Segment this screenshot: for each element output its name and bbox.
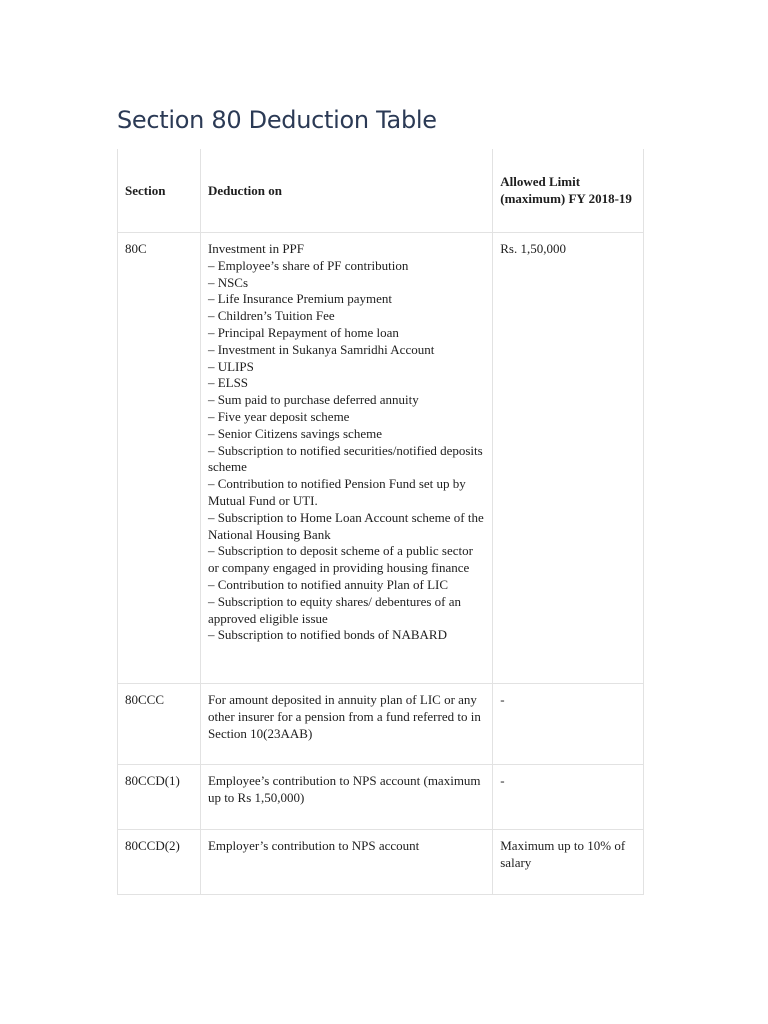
cell-section: 80CCD(2) — [118, 830, 201, 895]
deduction-line: – Contribution to notified annuity Plan of LIC — [207, 576, 449, 592]
deduction-line: – Five year deposit scheme — [207, 408, 350, 424]
deduction-line: Employer’s contribution to NPS account — [207, 838, 420, 853]
header-deduction: Deduction on — [200, 150, 492, 233]
deduction-line: – Children’s Tuition Fee — [207, 308, 335, 324]
deduction-line: – NSCs — [207, 274, 249, 290]
deduction-line: – Subscription to notified securities/notified deposits scheme — [207, 442, 483, 475]
table-row — [118, 765, 644, 830]
deduction-line: – Subscription to notified bonds of NABARD — [207, 627, 447, 643]
deduction-line: – Subscription to equity shares/ debentures of an approved eligible issue — [207, 593, 462, 626]
cell-limit: - — [493, 684, 644, 765]
cell-limit: - — [493, 765, 644, 830]
cell-deduction — [200, 765, 492, 830]
table-row — [118, 830, 644, 895]
header-section: Section — [118, 150, 201, 233]
deduction-line: – Sum paid to purchase deferred annuity — [207, 392, 419, 408]
cell-section: 80C — [118, 233, 201, 684]
deduction-line: – Life Insurance Premium payment — [207, 291, 393, 307]
cell-limit: Maximum up to 10% of salary — [493, 830, 644, 895]
header-limit: Allowed Limit (maximum) FY 2018-19 — [493, 150, 644, 233]
deduction-line: Investment in PPF — [207, 241, 305, 256]
deduction-line: – ELSS — [207, 375, 249, 391]
deduction-line: For amount deposited in annuity plan of LIC or any other insurer for a pension from a fund referred to in Section 10(23AAB) — [207, 692, 481, 741]
page-title: Section 80 Deduction Table — [117, 106, 437, 134]
cell-section: 80CCD(1) — [118, 765, 201, 830]
table-row — [118, 233, 644, 684]
deduction-line: – Principal Repayment of home loan — [207, 324, 399, 340]
deduction-line: – Investment in Sukanya Samridhi Account — [207, 341, 435, 357]
deduction-line: Employee’s contribution to NPS account (maximum up to Rs 1,50,000) — [207, 773, 481, 805]
deduction-line: – Employee’s share of PF contribution — [207, 257, 409, 273]
deduction-line: – Subscription to deposit scheme of a public sector or company engaged in providing housing finance — [207, 543, 473, 576]
table-header-row — [118, 150, 644, 233]
deduction-line: – Subscription to Home Loan Account scheme of the National Housing Bank — [207, 509, 484, 542]
deduction-line: – ULIPS — [207, 358, 254, 374]
deduction-line: – Contribution to notified Pension Fund set up by Mutual Fund or UTI. — [207, 476, 466, 508]
cell-deduction — [200, 233, 492, 684]
deduction-table — [117, 149, 644, 895]
cell-limit: Rs. 1,50,000 — [493, 233, 644, 684]
cell-deduction — [200, 830, 492, 895]
deduction-line: – Senior Citizens savings scheme — [207, 425, 382, 441]
table-row — [118, 684, 644, 765]
cell-section: 80CCC — [118, 684, 201, 765]
cell-deduction — [200, 684, 492, 765]
